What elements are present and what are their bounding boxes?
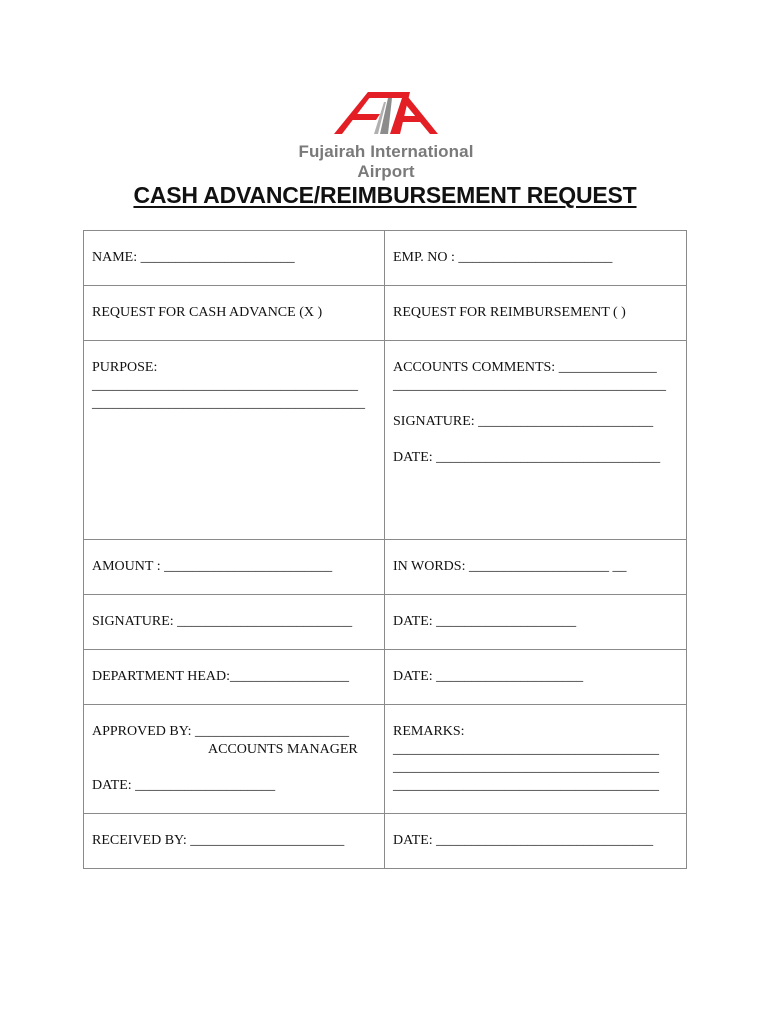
table-row	[84, 231, 687, 286]
department-date-field[interactable]: DATE: _____________________	[385, 650, 687, 705]
remarks-line[interactable]: ______________________________________	[393, 760, 659, 775]
accounts-comments-line[interactable]: _______________________________________	[393, 378, 666, 393]
table-row	[84, 650, 687, 705]
table-row	[84, 595, 687, 650]
purpose-label: PURPOSE:	[92, 360, 158, 375]
remarks-line[interactable]: ______________________________________	[393, 742, 659, 757]
table-row	[84, 705, 687, 814]
received-by-field[interactable]: RECEIVED BY: ______________________	[84, 814, 385, 869]
in-words-field[interactable]: IN WORDS: ____________________ __	[385, 540, 687, 595]
remarks-line[interactable]: ______________________________________	[393, 778, 659, 793]
spacer	[393, 395, 678, 413]
name-field[interactable]: NAME: ______________________	[84, 231, 385, 286]
spacer	[393, 431, 678, 449]
signature-field[interactable]: SIGNATURE: _________________________	[84, 595, 385, 650]
purpose-line[interactable]: _______________________________________	[92, 396, 365, 411]
table-row	[84, 814, 687, 869]
remarks-cell	[385, 705, 687, 814]
reimbursement-option[interactable]: REQUEST FOR REIMBURSEMENT ( )	[385, 286, 687, 341]
approved-date-field[interactable]: DATE: ____________________	[92, 778, 276, 793]
cash-advance-option[interactable]: REQUEST FOR CASH ADVANCE (X )	[84, 286, 385, 341]
request-form-table	[83, 230, 687, 869]
accounts-manager-label: ACCOUNTS MANAGER	[208, 742, 358, 757]
table-row	[84, 286, 687, 341]
accounts-signature-field[interactable]: SIGNATURE: _________________________	[393, 414, 654, 429]
signature-date-field[interactable]: DATE: ____________________	[385, 595, 687, 650]
purpose-line[interactable]: ______________________________________	[92, 378, 358, 393]
spacer	[92, 759, 376, 777]
logo-text: Fujairah International Airport	[298, 142, 474, 181]
airport-logo	[270, 88, 502, 181]
airport-logo-mark	[330, 88, 442, 138]
remarks-label: REMARKS:	[393, 724, 465, 739]
department-head-field[interactable]: DEPARTMENT HEAD:_________________	[84, 650, 385, 705]
accounts-comments-cell	[385, 341, 687, 540]
approved-by-field[interactable]: APPROVED BY: ______________________	[92, 724, 349, 739]
form-title: CASH ADVANCE/REIMBURSEMENT REQUEST	[133, 182, 637, 208]
table-row	[84, 540, 687, 595]
table-row	[84, 341, 687, 540]
approved-by-cell	[84, 705, 385, 814]
accounts-comments-field[interactable]: ACCOUNTS COMMENTS: ______________	[393, 360, 657, 375]
received-date-field[interactable]: DATE: _______________________________	[385, 814, 687, 869]
amount-field[interactable]: AMOUNT : ________________________	[84, 540, 385, 595]
emp-no-field[interactable]: EMP. NO : ______________________	[385, 231, 687, 286]
purpose-cell	[84, 341, 385, 540]
accounts-date-field[interactable]: DATE: ________________________________	[393, 450, 661, 465]
